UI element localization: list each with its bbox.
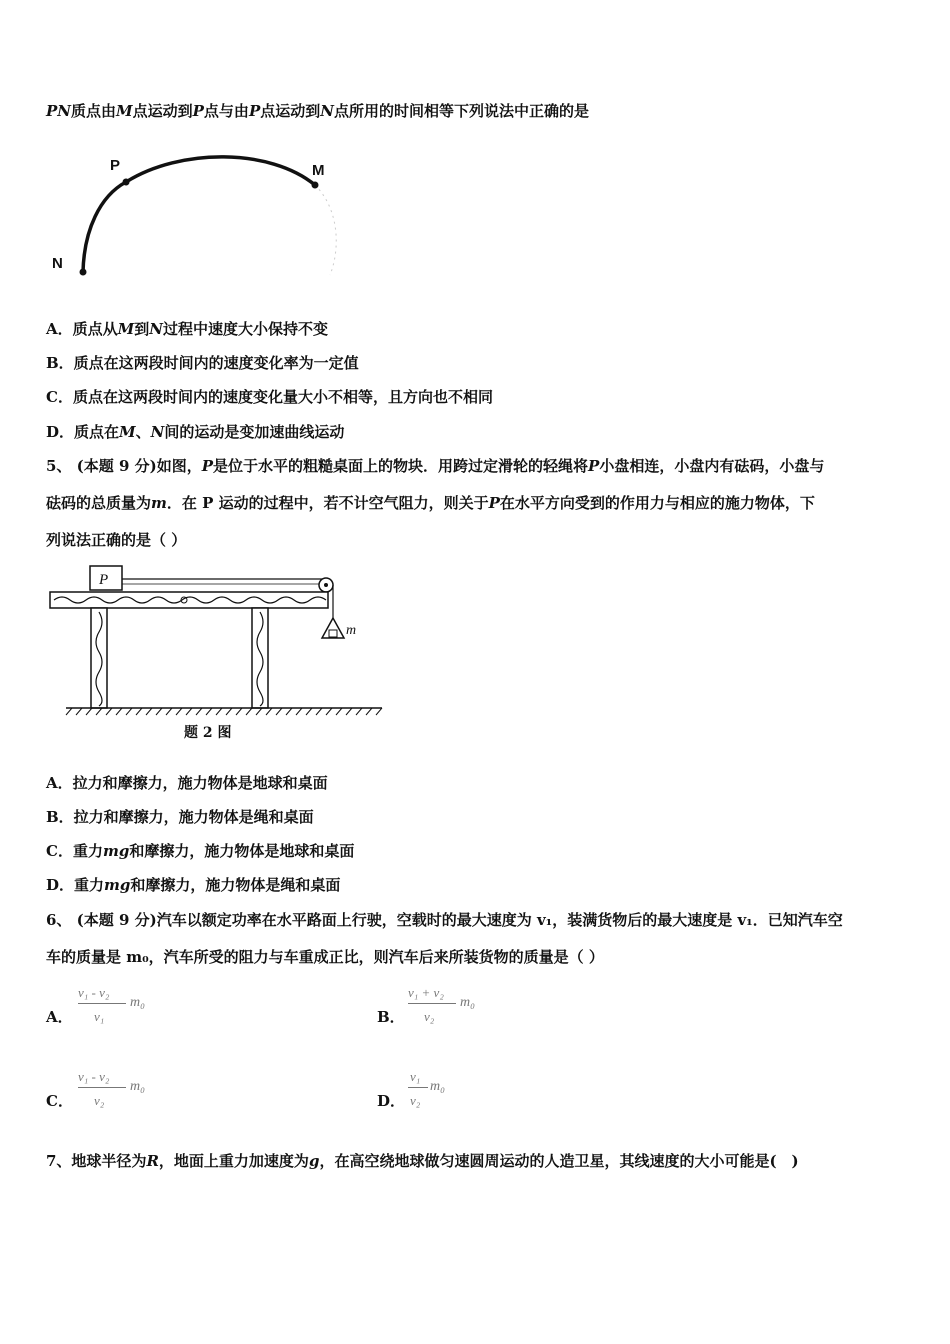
stem-p: P — [201, 457, 214, 475]
q5-stem-line1 — [46, 455, 824, 477]
q7-stem — [46, 1150, 799, 1172]
stem-text: ，地面上重力加速度为 — [158, 1152, 309, 1170]
pulley-axle — [324, 583, 328, 587]
q5-option-b[interactable] — [46, 806, 314, 828]
stem-r: R — [146, 1152, 159, 1170]
stem-text: 5、 (本题 9 分)如图， — [46, 457, 202, 475]
fraction-d — [408, 1069, 468, 1117]
stem-text: 7、地球半径为 — [46, 1152, 147, 1170]
option-mg: mg — [104, 876, 131, 894]
label-n: N — [52, 255, 63, 272]
stem-text: 车的质量是 m₀，汽车所受的阻力与车重成正比，则汽车后来所装货物的质量是（ ） — [46, 948, 604, 966]
option-text: 、 — [135, 423, 151, 441]
option-m: M — [117, 320, 135, 338]
option-text: 间的运动是变加速曲线运动 — [164, 423, 345, 441]
fraction-denominator: v₂ — [410, 1093, 421, 1108]
fraction-numerator: v₁ — [410, 1069, 421, 1084]
option-text: 过程中速度大小保持不变 — [162, 320, 328, 338]
q5-stem-line2 — [46, 492, 815, 514]
q4-stem-text: 点所用的时间相等下列说法中正确的是 — [333, 102, 589, 120]
stem-text: ．在 P 运动的过程中，若不计空气阻力，则关于 — [166, 494, 489, 512]
pan-m-label: m — [346, 623, 357, 638]
option-text: C．重力 — [46, 842, 103, 860]
fraction-denominator: v₂ — [424, 1009, 435, 1024]
q4-stem-n: N — [320, 102, 334, 120]
option-text: A．质点从 — [46, 320, 118, 338]
fraction-c — [78, 1069, 158, 1117]
q5-option-a[interactable] — [46, 772, 328, 794]
stem-p: P — [488, 494, 500, 512]
option-m: M — [119, 423, 136, 441]
stem-p: P — [588, 457, 600, 475]
option-text: C．质点在这两段时间内的速度变化量大小不相等，且方向也不相同 — [46, 388, 493, 406]
q4-stem-text: 质点由 — [71, 102, 117, 120]
point-p-dot — [123, 179, 130, 186]
q4-stem-text: 点运动到 — [260, 102, 321, 120]
q4-stem-text: 点与由 — [203, 102, 249, 120]
label-m: M — [312, 162, 325, 179]
fraction-b — [408, 985, 488, 1033]
q4-option-a[interactable] — [46, 318, 328, 340]
q5-stem-line3 — [46, 529, 186, 551]
option-n: N — [150, 423, 165, 441]
stem-m: m — [151, 494, 167, 512]
option-label: D． — [377, 1092, 406, 1110]
point-m-dot — [312, 182, 319, 189]
fraction-m0: m₀ — [460, 995, 475, 1010]
fraction-bar — [408, 1003, 456, 1004]
fraction-m0: m₀ — [130, 1079, 145, 1094]
fraction-bar — [408, 1087, 428, 1088]
fraction-a — [78, 985, 158, 1033]
q5-option-d[interactable] — [46, 874, 340, 896]
q4-arc-figure — [40, 140, 350, 290]
q6-stem-line1 — [46, 909, 843, 931]
option-text: 和摩擦力，施力物体是地球和桌面 — [129, 842, 355, 860]
q4-option-d[interactable] — [46, 421, 344, 443]
label-p: P — [110, 157, 121, 174]
stem-text: 列说法正确的是（ ） — [46, 531, 187, 549]
tabletop — [50, 592, 328, 608]
option-text: A．拉力和摩擦力，施力物体是地球和桌面 — [46, 774, 328, 792]
stem-text: ，在高空绕地球做匀速圆周运动的人造卫星，其线速度的大小可能是( ) — [319, 1152, 799, 1170]
stem-text: 是位于水平的粗糙桌面上的物块．用跨过定滑轮的轻绳将 — [213, 457, 589, 475]
stem-g: g — [308, 1152, 320, 1170]
stem-text: 小盘相连，小盘内有砝码，小盘与 — [599, 457, 825, 475]
q5-option-c[interactable] — [46, 840, 354, 862]
option-mg: mg — [102, 842, 130, 860]
option-text: B．拉力和摩擦力，施力物体是绳和桌面 — [46, 808, 314, 826]
arc-dashed-extension — [315, 185, 336, 275]
fraction-m0: m₀ — [130, 995, 145, 1010]
q4-stem-pn: PN — [46, 102, 71, 120]
q6-stem-line2 — [46, 946, 604, 968]
option-text: D．重力 — [46, 876, 105, 894]
stem-text: 在水平方向受到的作用力与相应的施力物体，下 — [499, 494, 815, 512]
q4-stem-p: P — [192, 102, 204, 120]
q4-option-c[interactable] — [46, 386, 493, 408]
option-text: B．质点在这两段时间内的速度变化率为一定值 — [46, 354, 359, 372]
option-label: B． — [377, 1008, 405, 1026]
option-text: D．质点在 — [46, 423, 120, 441]
fraction-m0: m₀ — [430, 1079, 445, 1094]
q4-stem-text: 点运动到 — [132, 102, 193, 120]
fraction-numerator: v₁ - v₂ — [78, 985, 110, 1000]
figure-caption: 题 2 图 — [184, 725, 232, 741]
q4-option-b[interactable] — [46, 352, 359, 374]
option-n: N — [149, 320, 163, 338]
fraction-numerator: v₁ + v₂ — [408, 985, 444, 1000]
q4-stem-m: M — [116, 102, 133, 120]
fraction-denominator: v₁ — [94, 1009, 105, 1024]
fraction-bar — [78, 1087, 126, 1088]
stem-text: 6、 (本题 9 分)汽车以额定功率在水平路面上行驶，空载时的最大速度为 v₁，装满货物后的最大速度是 v₁．已知汽车空 — [46, 911, 843, 929]
q4-stem-p: P — [248, 102, 261, 120]
q5-table-figure — [44, 560, 389, 745]
point-n-dot — [80, 269, 87, 276]
option-label: A． — [46, 1008, 73, 1026]
option-text: 到 — [134, 320, 150, 338]
block-p-label: P — [99, 572, 109, 588]
option-text: 和摩擦力，施力物体是绳和桌面 — [130, 876, 341, 894]
q4-stem — [46, 100, 589, 122]
pan-weight — [329, 630, 337, 637]
option-label: C． — [46, 1092, 73, 1110]
fraction-denominator: v₂ — [94, 1093, 105, 1108]
fraction-bar — [78, 1003, 126, 1004]
stem-text: 砝码的总质量为 — [46, 494, 152, 512]
ground-hatching — [66, 708, 382, 715]
arc-curve — [83, 157, 315, 272]
fraction-numerator: v₁ - v₂ — [78, 1069, 110, 1084]
